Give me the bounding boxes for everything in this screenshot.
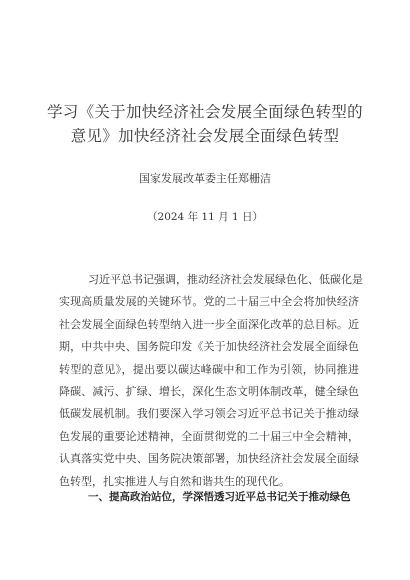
paragraph-line: 习近平总书记强调，推动经济社会发展绿色化、低碳化是 (88, 273, 363, 286)
date-line: （2024 年 11 月 1 日） (147, 211, 263, 223)
body-paragraph (59, 269, 363, 493)
title-line: 学习《关于加快经济社会发展全面绿色转型的 (46, 103, 363, 121)
author-line: 国家发展改革委主任郑栅洁 (139, 172, 271, 185)
paragraph-line: 认真落实党中央、国务院决策部署，加快经济社会发展全面绿 (59, 452, 359, 466)
paragraph-line: 降碳、减污、扩绿、增长，深化生态文明体制改革，健全绿色 (59, 385, 359, 399)
section-heading: 一、提高政治站位，学深悟透习近平总书记关于推动绿色 (88, 491, 351, 503)
paragraph-line: 社会发展全面绿色转型纳入进一步全面深化改革的总目标。近 (59, 317, 359, 331)
paragraph-line: 色转型，扎实推进人与自然和谐共生的现代化。 (59, 474, 290, 488)
title-line: 意见》加快经济社会发展全面绿色转型 (70, 127, 340, 145)
paragraph-line: 实现高质量发展的关键环节。党的二十届三中全会将加快经济 (59, 295, 359, 309)
paragraph-line: 色发展的重要论述精神，全面贯彻党的二十届三中全会精神， (59, 429, 359, 443)
paragraph-line: 低碳发展机制。我们要深入学习领会习近平总书记关于推动绿 (59, 407, 359, 421)
paragraph-line: 期，中共中央、国务院印发《关于加快经济社会发展全面绿色 (59, 340, 359, 354)
document-title (38, 100, 372, 148)
paragraph-line: 转型的意见》，提出要以碳达峰碳中和工作为引领，协同推进 (59, 362, 359, 376)
